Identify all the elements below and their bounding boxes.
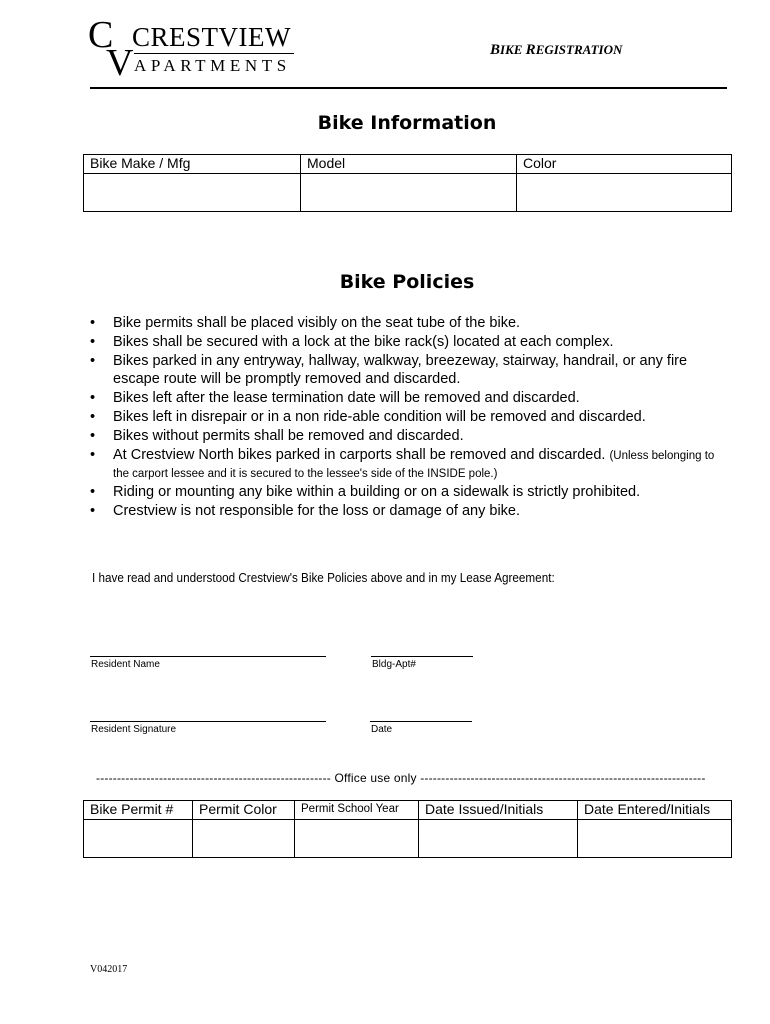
policy-list — [90, 314, 730, 521]
policy-item — [90, 446, 730, 484]
crestview-logo — [88, 14, 303, 84]
policy-note: (Unless belonging to the carport lessee and it is secured to the lessee's side of the INSIDE pole.) — [113, 449, 715, 481]
policy-item: • Bikes left in disrepair or in a non ride-able condition will be removed and discarded. — [90, 408, 730, 427]
permit-school-year-input[interactable] — [295, 820, 419, 858]
bike-permit-input[interactable] — [84, 820, 193, 858]
policy-item: • Bikes without permits shall be removed and discarded. — [90, 427, 730, 446]
version-code: V042017 — [90, 964, 128, 975]
bike-policies-heading: Bike Policies — [339, 271, 475, 293]
policy-item: • Crestview is not responsible for the loss or damage of any bike. — [90, 502, 730, 521]
column-header-date-entered: Date Entered/Initials — [578, 801, 732, 820]
logo-letter-c: C — [88, 14, 114, 56]
bike-information-table — [83, 154, 732, 212]
policy-item: • Bikes left after the lease termination date will be removed and discarded. — [90, 389, 730, 408]
permit-color-input[interactable] — [193, 820, 295, 858]
color-input[interactable] — [517, 174, 732, 212]
logo-letter-v: V — [106, 42, 134, 84]
column-header-permit-color: Permit Color — [193, 801, 295, 820]
date-entered-input[interactable] — [578, 820, 732, 858]
resident-name-label: Resident Name — [91, 659, 160, 670]
column-header-permit-school-year: Permit School Year — [295, 801, 419, 820]
date-issued-input[interactable] — [419, 820, 578, 858]
policy-item: • Riding or mounting any bike within a building or on a sidewalk is strictly prohibited. — [90, 483, 730, 502]
policy-item: • Bikes parked in any entryway, hallway, walkway, breezeway, stairway, handrail, or any fire escape route will be promptly removed and discarded. — [90, 352, 730, 390]
office-use-table — [83, 800, 732, 858]
header-divider — [90, 87, 727, 89]
bike-make-input[interactable] — [84, 174, 301, 212]
policy-item: • Bikes shall be secured with a lock at the bike rack(s) located at each complex. — [90, 333, 730, 352]
date-label: Date — [371, 724, 393, 735]
date-line[interactable] — [370, 721, 472, 722]
office-use-divider: -------------------------------------------------------- Office use only -------------------------------------------------------------------- — [96, 771, 706, 785]
column-header-date-issued: Date Issued/Initials — [419, 801, 578, 820]
logo-divider — [134, 53, 294, 54]
bike-information-heading: Bike Information — [317, 112, 497, 134]
model-input[interactable] — [301, 174, 517, 212]
resident-name-line[interactable] — [90, 656, 326, 657]
column-header-color: Color — [517, 155, 732, 174]
form-title: BIKE REGISTRATION — [490, 42, 623, 58]
column-header-model: Model — [301, 155, 517, 174]
bldg-apt-line[interactable] — [371, 656, 473, 657]
logo-name: CRESTVIEW — [132, 22, 291, 52]
bldg-apt-label: Bldg-Apt# — [372, 659, 416, 670]
column-header-bike-permit: Bike Permit # — [84, 801, 193, 820]
policy-item-text: At Crestview North bikes parked in carports shall be removed and discarded. — [113, 446, 606, 463]
resident-signature-label: Resident Signature — [91, 724, 177, 735]
resident-signature-line[interactable] — [90, 721, 326, 722]
logo-subtitle: APARTMENTS — [134, 56, 291, 75]
column-header-bike-make: Bike Make / Mfg — [84, 155, 301, 174]
acknowledgement-statement: I have read and understood Crestview's Bike Policies above and in my Lease Agreement: — [92, 570, 555, 585]
policy-item: • Bike permits shall be placed visibly on the seat tube of the bike. — [90, 314, 730, 333]
